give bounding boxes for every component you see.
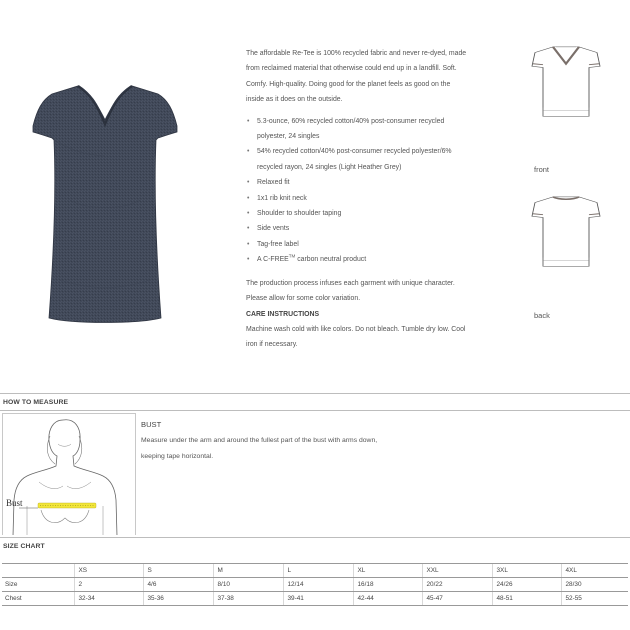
size-chart-table [2,563,628,606]
table-cell: 52-55 [561,592,628,606]
header-cell: S [143,564,213,578]
size-chart-title: SIZE CHART [3,543,45,550]
tshirt-photo [30,80,180,325]
carbon-suffix: carbon neutral product [295,256,367,264]
feature-item: • Shoulder to shoulder taping [246,206,468,221]
header-cell [2,564,74,578]
flat-front-tshirt [531,45,601,120]
row-label: Chest [2,592,74,606]
feature-item-carbon [246,252,468,267]
care-text: Machine wash cold with like colors. Do not bleach. Tumble dry low. Cool iron if necessary. [246,325,466,349]
table-cell: 8/10 [213,578,283,592]
back-label: back [534,311,550,320]
row-label: Size [2,578,74,592]
bust-instructions: Measure under the arm and around the fullest part of the bust with arms down, keeping tape horizontal. [141,437,378,460]
table-cell: 32-34 [74,592,143,606]
process-note: The production process infuses each garment with unique character. Please allow for some color variation. [246,279,455,303]
care-heading: CARE INSTRUCTIONS [246,310,320,318]
product-description [246,46,468,353]
table-cell: 45-47 [422,592,492,606]
section-divider [0,537,630,538]
header-cell: XXL [422,564,492,578]
feature-item: • Relaxed fit [246,175,468,190]
table-cell: 16/18 [353,578,422,592]
table-cell: 35-36 [143,592,213,606]
feature-item: • 5.3-ounce, 60% recycled cotton/40% post-consumer recycled polyester, 24 singles [246,114,468,145]
feature-list [246,114,468,268]
header-cell: L [283,564,353,578]
intro-paragraph: The affordable Re-Tee is 100% recycled fabric and never re-dyed, made from reclaimed material that otherwise could end up in a landfill. Soft. Comfy. High-quality. Doing good for the planet feels as good on the inside as it does on the outside. [246,50,467,104]
front-label: front [534,165,550,174]
table-cell: 28/30 [561,578,628,592]
table-cell: 42-44 [353,592,422,606]
section-divider [0,410,630,411]
table-row [2,592,628,606]
header-cell: XS [74,564,143,578]
feature-item: • 1x1 rib knit neck [246,191,468,206]
flat-back-tshirt [531,195,601,270]
header-cell: XL [353,564,422,578]
carbon-prefix: A C-FREE [257,256,289,264]
table-header-row [2,564,628,578]
bust-heading: BUST [141,420,162,429]
bust-callout-label: Bust [6,498,23,508]
feature-item: • Tag-free label [246,237,468,252]
how-to-measure-title: HOW TO MEASURE [3,399,69,406]
table-cell: 39-41 [283,592,353,606]
table-cell: 37-38 [213,592,283,606]
bust-figure-drawing [3,414,136,535]
table-cell: 12/14 [283,578,353,592]
header-cell: 4XL [561,564,628,578]
table-cell: 48-51 [492,592,561,606]
measure-illustration [2,413,136,535]
header-cell: 3XL [492,564,561,578]
table-cell: 2 [74,578,143,592]
feature-item: • 54% recycled cotton/40% post-consumer recycled polyester/6% recycled rayon, 24 singles (Light Heather Grey) [246,144,468,175]
trademark-mark: TM [288,253,296,259]
section-divider [0,393,630,394]
feature-item: • Side vents [246,221,468,236]
header-cell: M [213,564,283,578]
table-cell: 20/22 [422,578,492,592]
table-row [2,578,628,592]
table-cell: 24/26 [492,578,561,592]
table-cell: 4/6 [143,578,213,592]
